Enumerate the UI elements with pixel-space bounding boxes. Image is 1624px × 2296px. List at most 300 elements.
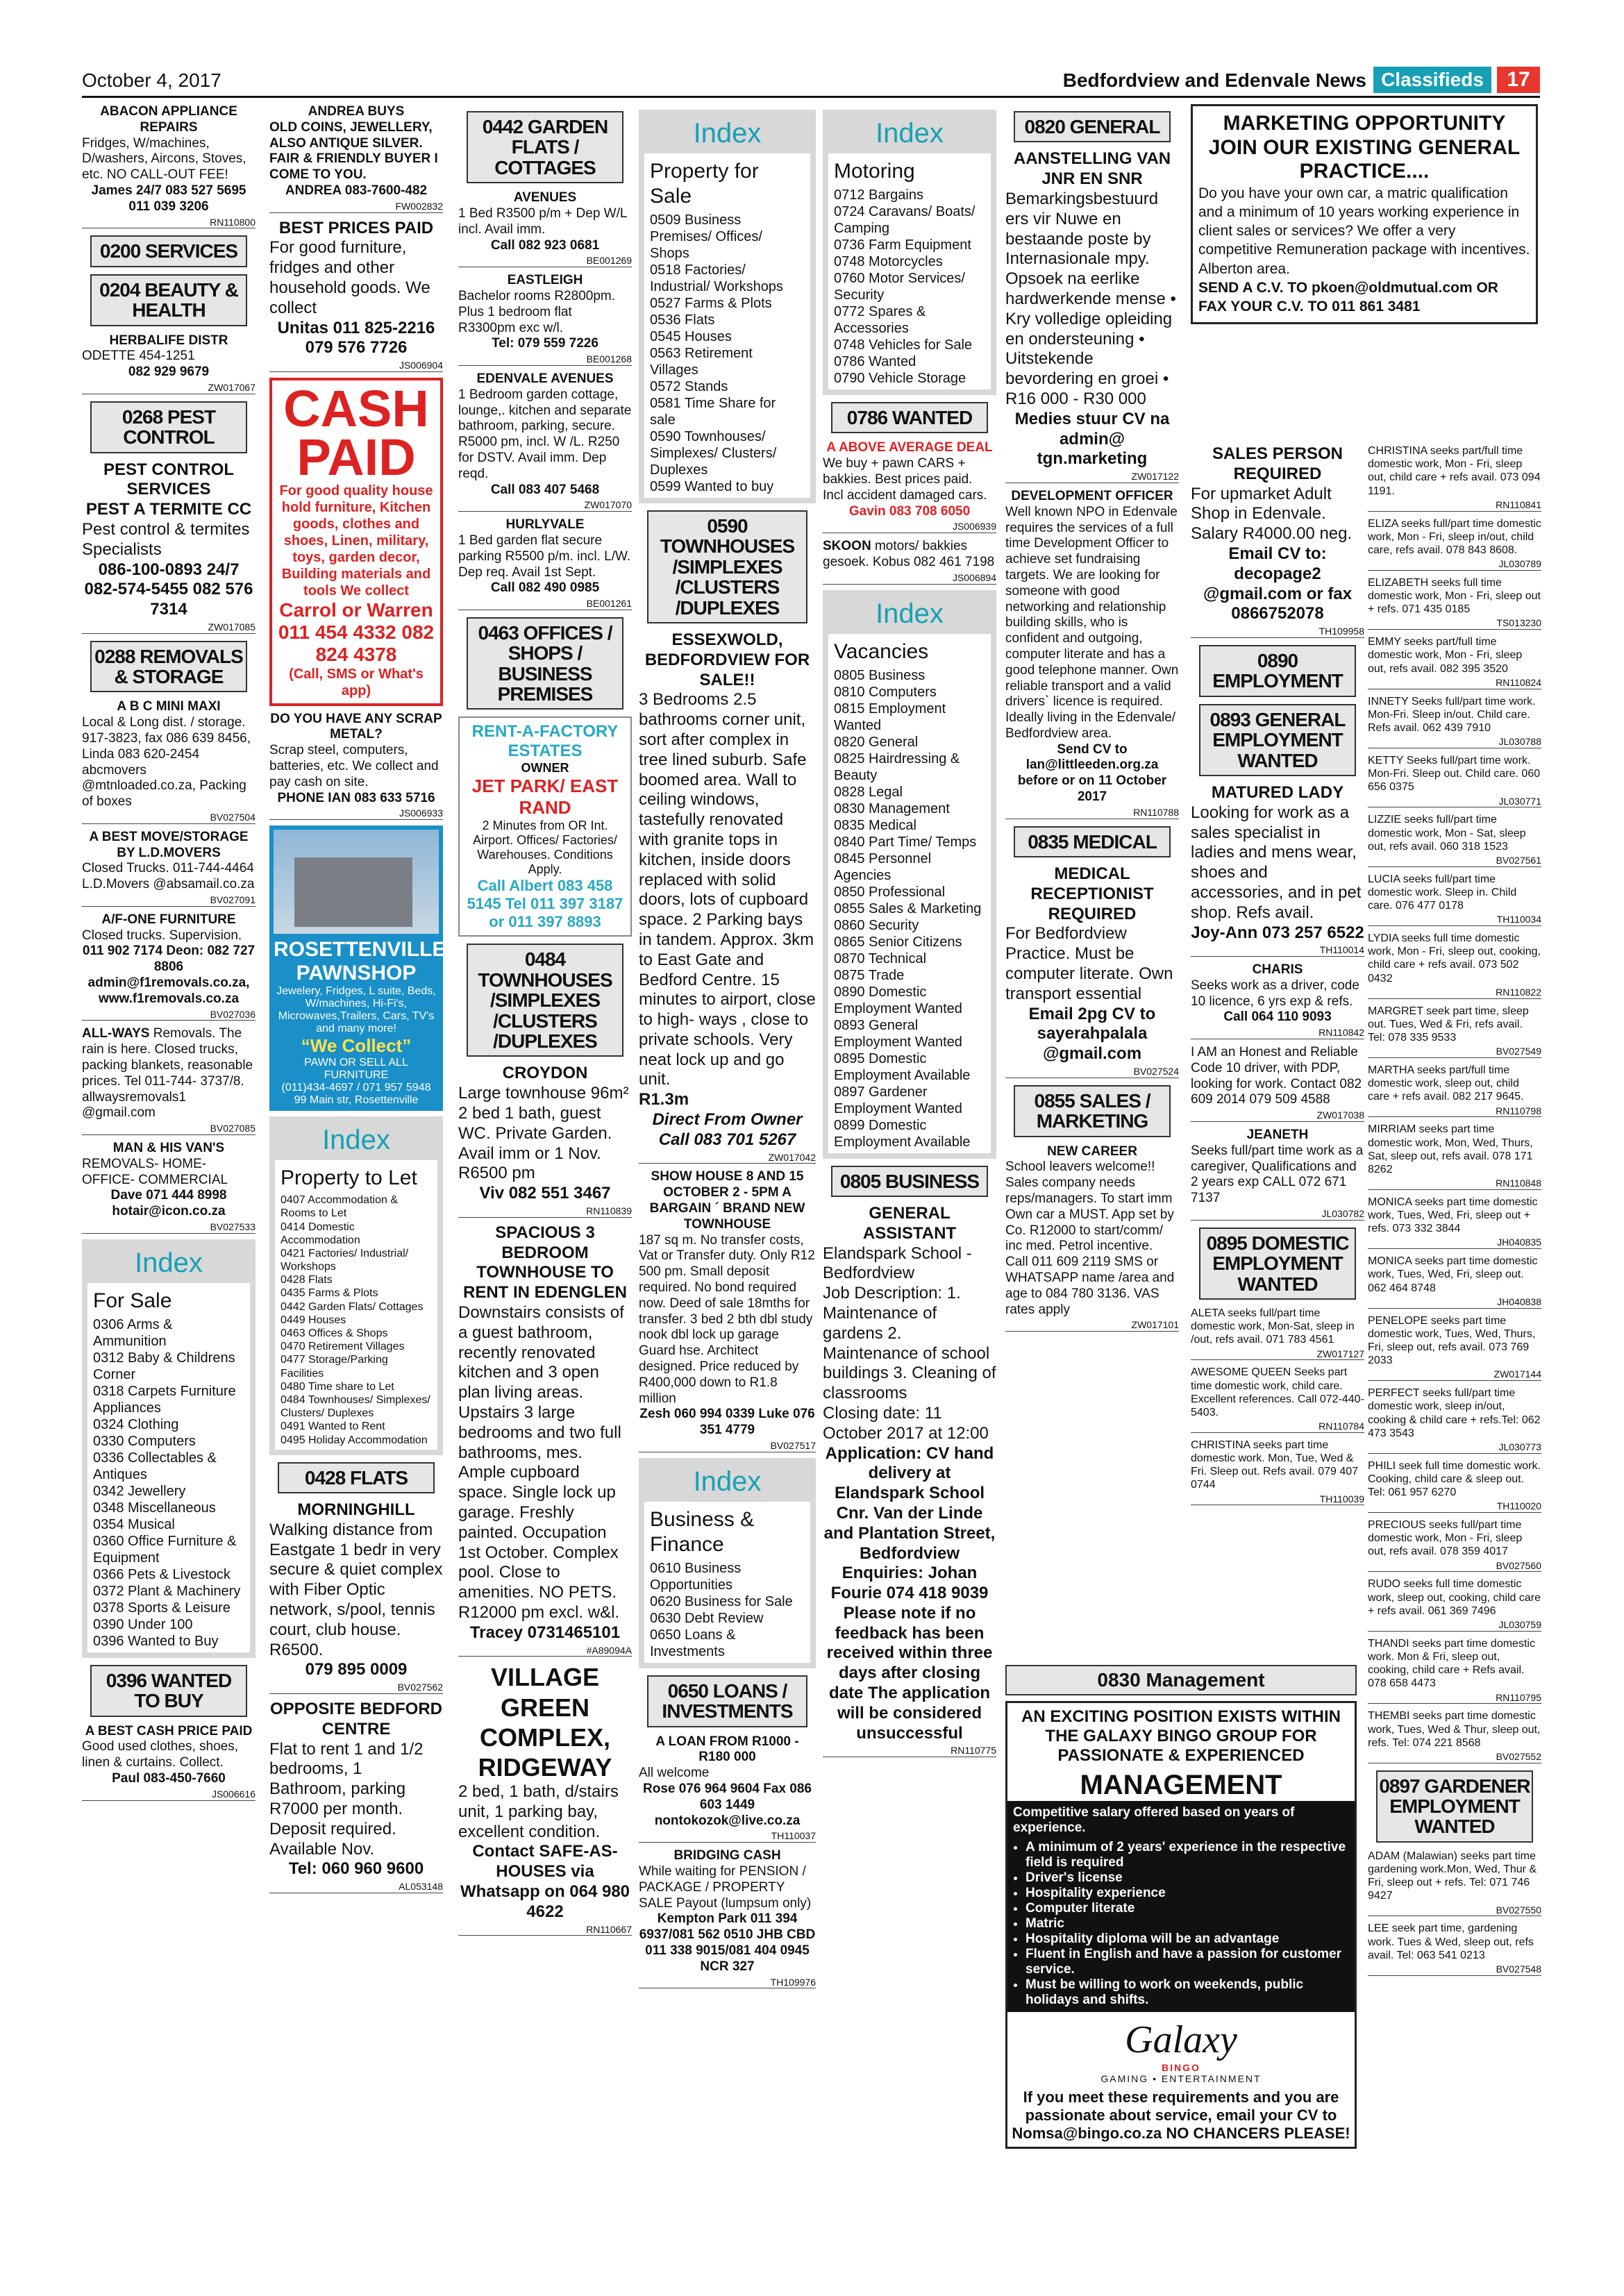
ad-marketing-opportunity [1191, 104, 1538, 324]
ad-body: 1 Bed R3500 p/m + Dep W/L incl. Avail imm. [458, 206, 627, 237]
ad-code: ZW017144 [1368, 1368, 1541, 1381]
list-item: 0480 Time share to Let [281, 1380, 394, 1393]
index-list [87, 1283, 250, 1652]
ad-contact: Gavin 083 708 6050 [848, 503, 971, 519]
ad-title: MATURED LADY [1211, 782, 1344, 802]
ad-code: JL030759 [1368, 1619, 1541, 1632]
index-section: Vacancies [834, 639, 929, 663]
index-items [93, 1316, 244, 1650]
ad-body: ODETTE 454-1251 [82, 349, 195, 364]
index-items [834, 667, 985, 1150]
category-0895: 0895 DOMESTIC EMPLOYMENT WANTED [1199, 1227, 1356, 1300]
column-7 [1191, 104, 1538, 324]
ad-collect: “We Collect” [301, 1035, 412, 1057]
category-0786: 0786 WANTED [831, 402, 988, 433]
ad-body: For good furniture, fridges and other household goods. We collect [269, 238, 430, 317]
ad-body: ADAM (Malawian) seeks part time gardening work.Mon, Wed, Thur & Fri, sleep out + refs. Tel: 071 746 9427 [1368, 1850, 1537, 1902]
index-heading: Index [876, 598, 944, 629]
ad-code: RN110784 [1191, 1421, 1364, 1433]
list-item: 0360 Office Furniture & Equipment [93, 1533, 237, 1566]
list-item: 0895 Domestic Employment Available [834, 1050, 971, 1083]
ad-body: MONICA seeks part time domestic work, Tues, Wed, Fri, sleep out. 062 464 8748 [1368, 1255, 1538, 1294]
ad-code: JL030771 [1368, 796, 1541, 808]
ad-contact: 011 902 7174 Deon: 082 727 8806 admin@f1removals.co.za, www.f1removals.co.za [82, 944, 256, 1006]
ad-code: JS006904 [269, 360, 443, 372]
header-rule [82, 96, 1540, 98]
list-item: 0336 Collectables & Antiques [93, 1450, 217, 1482]
index-list [644, 1502, 810, 1663]
ad-christina-2 [1191, 1439, 1364, 1506]
category-0268: 0268 PEST CONTROL [90, 401, 247, 453]
list-item: 0835 Medical [834, 817, 916, 833]
ad-code: RN110795 [1368, 1692, 1541, 1704]
ad-body: THEMBI seeks part time domestic work, Tues, Wed & Thur, sleep out, refs. Tel: 074 221 8568 [1368, 1710, 1541, 1749]
ad-body: Large townhouse 96m² 2 bed 1 bath, guest WC. Private Garden. Avail imm or 1 Nov. R6500 pm [458, 1084, 629, 1183]
ad-title: MORNINGHILL [297, 1500, 415, 1520]
ad-code: BE001261 [458, 598, 632, 610]
ad-contact: Rose 076 964 9604 Fax 086 603 1449 nontokozok@live.co.za [643, 1781, 812, 1828]
ad-contact: Joy-Ann 073 257 6522 [1191, 923, 1364, 942]
category-0890: 0890 EMPLOYMENT [1199, 645, 1356, 697]
list-item: 0390 Under 100 [93, 1616, 193, 1632]
category-0835: 0835 MEDICAL [1014, 826, 1171, 857]
ad-title: ROSETTENVILLE PAWNSHOP [274, 938, 446, 985]
ad-body: 3 Bedrooms 2.5 bathrooms corner unit, sort after complex in tree lined suburb. Safe boomed area. Wall to ceiling windows, tastefully renovated with granite tops in kitchen, inside doors replaced with solid doors, lots of cupboard space. 2 Parking bays in tandem. Approx. 3km to East Gate and Bedford Centre. 15 minutes to airport, close to high- ways , close to private schools. Very neat lock up and go unit. [639, 690, 816, 1089]
ad-contact: Paul 083-450-7660 [112, 1770, 226, 1786]
ad-title: ESSEXWOLD, BEDFORDVIEW FOR SALE!! [644, 630, 810, 689]
list-item: 0724 Caravans/ Boats/ Camping [834, 204, 976, 236]
list-item: 0855 Sales & Marketing [834, 900, 982, 916]
ad-galaxy-bingo [1005, 1701, 1357, 2149]
ad-contact: Viv 082 551 3467 [479, 1184, 611, 1203]
classified-ad [1368, 1255, 1541, 1308]
ad-afone [82, 912, 256, 1021]
ad-title: A/F-ONE FURNITURE [101, 912, 236, 927]
domestic-ads-list [1368, 444, 1541, 1763]
list-item: 0342 Jewellery [93, 1483, 186, 1499]
list-item: 0860 Security [834, 917, 919, 933]
ad-title: PEST CONTROL SERVICES [103, 460, 234, 499]
list-item: 0748 Vehicles for Sale [834, 337, 973, 353]
ad-loan [639, 1734, 816, 1843]
category-0428: 0428 FLATS [278, 1462, 435, 1493]
ad-matured-lady [1191, 783, 1364, 957]
gardener-ads-list [1368, 1850, 1541, 1976]
ad-sales-person [1191, 444, 1364, 638]
ad-code: BV027562 [269, 1682, 443, 1694]
index-heading: Index [876, 118, 944, 149]
list-item: 0330 Computers [93, 1433, 196, 1449]
ad-medical-receptionist [1005, 864, 1179, 1078]
ad-morninghill [269, 1500, 443, 1694]
ad-code: AL053148 [269, 1881, 443, 1893]
list-item: 0414 Domestic Accommodation [281, 1221, 360, 1246]
ad-body: EMMY seeks part/full time domestic work, Mon - Fri, sleep out, refs avail. 082 395 3520 [1368, 636, 1523, 675]
ad-edenvale-avenues [458, 371, 632, 512]
ad-title: A BEST MOVE/STORAGE BY L.D.MOVERS [89, 829, 249, 860]
ad-body: Seeks work as a driver, code 10 licence, 6 yrs exp & refs. [1191, 978, 1359, 1009]
ad-contact: 082 929 9679 [128, 364, 210, 380]
ad-body: ALETA seeks full/part time domestic work, Mon-Sat, sleep in /out, refs avail. 071 783 4561 [1191, 1307, 1355, 1346]
ad-code: ZW017042 [639, 1152, 816, 1164]
list-item: 0810 Computers [834, 684, 937, 700]
ad-code: RN110822 [1368, 987, 1541, 999]
classified-ad [1368, 1577, 1541, 1631]
category-0442: 0442 GARDEN FLATS / COTTAGES [467, 111, 623, 183]
list-item: • Computer literate [1026, 1901, 1349, 1916]
ad-cash-paid [269, 378, 443, 706]
list-item: 0477 Storage/Parking Facilities [281, 1354, 388, 1380]
ad-body: Elandspark School - Bedfordview [823, 1243, 972, 1283]
ad-title: RENT-A-FACTORY ESTATES [471, 722, 619, 761]
ad-code: BV027549 [1368, 1046, 1541, 1058]
index-section: Property to Let [281, 1166, 417, 1190]
ad-development-officer [1005, 489, 1179, 819]
ad-body: Looking for work as a sales specialist in ladies and mens wear, shoes and accessories, and in pet shop. Refs avail. [1191, 803, 1362, 922]
ad-show-house [639, 1169, 816, 1452]
classified-ad [1368, 1709, 1541, 1763]
index-list [828, 153, 991, 389]
ad-contact: Medies stuur CV na admin@ tgn.marketing [1014, 409, 1170, 469]
ad-body: PERFECT seeks full/part time domestic work, sleep in/out, cooking & child care + refs.Tel: 062 473 3543 [1368, 1387, 1541, 1439]
ad-title: AN EXCITING POSITION EXISTS WITHIN THE GALAXY BINGO GROUP FOR PASSIONATE & EXPERIENCED [1021, 1707, 1341, 1765]
list-item: • Hospitality diploma will be an advantage [1026, 1932, 1349, 1947]
ad-contact: Tel: 060 960 9600 [288, 1859, 424, 1879]
list-item: • Matric [1026, 1916, 1349, 1932]
list-item: 0599 Wanted to buy [650, 479, 774, 494]
ad-body: PENELOPE seeks part time domestic work, Tues, Wed, Thurs, Fri, sleep out, refs avail. 073 769 2033 [1368, 1314, 1536, 1367]
ad-body: Downstairs consists of a guest bathroom, recently renovated kitchen and 3 open plan living areas. Upstairs 3 large bedrooms and two full bathrooms, mes. Ample cupboard space. Single lock up garage. Freshly painted. Occupation 1st October. Complex pool. Close to amenities. NO PETS. R12000 pm excl. w&l. [458, 1302, 624, 1622]
classified-ad [1368, 1064, 1541, 1117]
classified-ad [1368, 813, 1541, 866]
ad-code: ZW017122 [1005, 471, 1179, 483]
index-heading: Index [135, 1247, 203, 1278]
list-item: 0630 Debt Review [650, 1610, 764, 1626]
ad-title: MAN & HIS VAN'S [112, 1140, 225, 1155]
index-heading: Index [693, 1466, 762, 1497]
ad-body: LIZZIE seeks full/part time domestic work, Mon - Sat, sleep out, refs avail. 060 318 1523 [1368, 814, 1526, 853]
list-item: 0378 Sports & Leisure [93, 1600, 231, 1616]
classified-ad [1368, 1922, 1541, 1975]
ad-note: Please note if no feedback has been received within three days after closing date The application will be considered unsuccessful [826, 1603, 993, 1743]
list-item: 0865 Senior Citizens [834, 934, 962, 950]
classified-ad [1368, 1005, 1541, 1058]
ad-code: RN110839 [458, 1205, 632, 1218]
ad-code: RN110841 [1368, 499, 1541, 512]
list-item: 0760 Motor Services/ Security [834, 271, 965, 303]
index-property-for-sale [639, 110, 816, 503]
ad-body: AWESOME QUEEN Seeks part time domestic work, child care. Excellent references. Call 072-440- 5403. [1191, 1366, 1364, 1418]
logo-subtext: BINGO [1162, 2062, 1200, 2073]
ad-intro: Competitive salary offered based on years of experience. [1007, 1801, 1355, 1836]
ad-title: MARKETING OPPORTUNITY JOIN OUR EXISTING GENERAL PRACTICE.... [1208, 112, 1521, 183]
ad-code: RN110667 [458, 1924, 632, 1936]
list-item: 0790 Vehicle Storage [834, 371, 966, 386]
ad-bedford [269, 1700, 443, 1893]
ad-code: JH040838 [1368, 1296, 1541, 1309]
ad-title: ALL-WAYS [82, 1026, 150, 1041]
ad-code: RN110800 [82, 217, 256, 229]
list-item: 0312 Baby & Childrens Corner [93, 1350, 235, 1382]
ad-code: ZW017067 [82, 382, 256, 394]
ad-body: MARTHA seeks part/full time domestic work, sleep out, child care + refs avail. 082 217 9645. [1368, 1064, 1524, 1103]
ad-body: LYDIA seeks full time domestic work, Mon - Fri, sleep out, cooking, child care + refs avail. 073 502 0432 [1368, 932, 1541, 984]
category-0893: 0893 GENERAL EMPLOYMENT WANTED [1199, 704, 1356, 776]
ad-code: JL030782 [1191, 1208, 1364, 1221]
list-item: 0897 Gardener Employment Wanted [834, 1084, 962, 1116]
ad-title: SPACIOUS 3 BEDROOM TOWNHOUSE TO RENT IN EDENGLEN [462, 1223, 627, 1302]
ad-code: ZW017038 [1191, 1109, 1364, 1122]
ad-body: Fridges, W/machines, D/washers, Aircons, Stoves, etc. NO CALL-OUT FEE! [82, 135, 246, 183]
list-item: 0845 Personnel Agencies [834, 850, 932, 883]
ad-body: We buy + pawn CARS + bakkies. Best prices paid. Incl accident damaged cars. [823, 456, 987, 503]
ad-code: RN110842 [1191, 1027, 1364, 1039]
list-item: 0840 Part Time/ Temps [834, 834, 977, 850]
ad-body: For good quality house hold furniture, Kitchen goods, clothes and shoes, Linen, military, toys, garden decor, Building materials and tools We collect [279, 483, 433, 598]
ad-body: Bemarkingsbestuurd ers vir Nuwe en bestaande poste by Internasionale mpy. Opsoek na eerlike hardwerkende mense • Kry volledige opleiding en ondersteuning • Uitstekende bevordering en groei • R16 000 - R30 000 [1005, 189, 1176, 408]
ad-body: Seeks full/part time work as a caregiver, Qualifications and 2 years exp CALL 072 671 7137 [1191, 1143, 1364, 1206]
ad-code: TH110014 [1191, 944, 1364, 957]
ad-code: TS013230 [1368, 617, 1541, 630]
ad-contact: Unitas 011 825-2216 079 576 7726 [277, 318, 435, 358]
ad-code: JL030789 [1368, 558, 1541, 571]
ad-title: GENERAL ASSISTANT [862, 1203, 957, 1243]
ad-code: JS006894 [823, 572, 996, 585]
logo-text: Galaxy [1125, 2018, 1237, 2061]
ad-code: BV027561 [1368, 855, 1541, 867]
management-block [1005, 1665, 1357, 2149]
classified-ad [1368, 1386, 1541, 1454]
ad-code: ZW017085 [82, 621, 256, 634]
ad-code: ZW017070 [458, 499, 632, 512]
ad-code: ZW017101 [1005, 1319, 1179, 1332]
classified-ad [1368, 576, 1541, 630]
logo-tagline: GAMING • ENTERTAINMENT [1100, 2073, 1262, 2084]
ad-code: BV027548 [1368, 1963, 1541, 1976]
ad-title: EASTLEIGH [507, 273, 583, 288]
list-item: 0815 Employment Wanted [834, 701, 946, 733]
ad-title: SALES PERSON REQUIRED [1212, 444, 1343, 483]
ad-new-career [1005, 1144, 1179, 1332]
index-section: Business & Finance [650, 1507, 755, 1556]
ad-body: 187 sq m. No transfer costs, Vat or Transfer duty. Only R12 500 pm. Small deposit required. No bond required now. Deed of sale 18mths for transfer. 3 bed 2 bth dbl study nook dbl lock up garage Guard hse. Architect designed. Price reduced by R400,000 down to R1.8 million [639, 1232, 815, 1406]
ad-title: DEVELOPMENT OFFICER [1011, 488, 1173, 503]
ad-contact: Tracey 0731465101 [469, 1623, 621, 1642]
ad-spacious [458, 1223, 632, 1657]
index-section: For Sale [93, 1289, 172, 1312]
list-item: 0449 Houses [281, 1314, 346, 1326]
category-0200: 0200 SERVICES [90, 235, 247, 267]
ad-title: VILLAGE GREEN COMPLEX, RIDGEWAY [478, 1663, 612, 1782]
list-item: 0590 Townhouses/ Simplexes/ Clusters/ Duplexes [650, 429, 777, 478]
ad-code: BV027560 [1368, 1560, 1541, 1573]
ad-code: TH109976 [639, 1977, 816, 1989]
list-item: 0484 Townhouses/ Simplexes/ Clusters/ Duplexes [281, 1393, 430, 1420]
ad-contact: SEND A C.V. TO pkoen@oldmutual.com OR FAX YOUR C.V. TO 011 861 3481 [1198, 279, 1498, 315]
ad-title: SKOON [823, 539, 871, 554]
ad-title: BEST PRICES PAID [278, 218, 434, 237]
index-for-sale [82, 1239, 256, 1658]
index-business-finance [639, 1458, 816, 1668]
ad-title: OPPOSITE BEDFORD CENTRE [269, 1700, 443, 1738]
list-item: 0736 Farm Equipment [834, 237, 971, 253]
ad-body: ELIZABETH seeks full time domestic work, Mon - Fri, sleep out + refs. 071 435 0185 [1368, 576, 1541, 616]
list-item: 0354 Musical [93, 1516, 175, 1532]
index-list [828, 634, 991, 1153]
ad-code: TH110037 [639, 1830, 816, 1843]
ad-code: ZW017127 [1191, 1348, 1364, 1361]
ad-body: I AM an Honest and Reliable Code 10 driver, with PDP, looking for work. Contact 082 609 2014 079 509 4588 [1191, 1045, 1362, 1107]
list-item: • A minimum of 2 years' experience in the respective field is required [1026, 1840, 1349, 1870]
list-item: 0581 Time Share for sale [650, 396, 776, 428]
list-item: 0470 Retirement Villages [281, 1341, 405, 1353]
ad-title: AVENUES [513, 190, 577, 206]
list-item: 0366 Pets & Livestock [93, 1566, 231, 1582]
ad-body: For upmarket Adult Shop in Edenvale. Salary R4000.00 neg. [1191, 484, 1353, 544]
classified-ad [1368, 444, 1541, 512]
list-item: 0890 Domestic Employment Wanted [834, 984, 962, 1016]
index-section: Motoring [834, 160, 915, 183]
classified-ad [1368, 932, 1541, 999]
ad-body: MARGRET seek part time, sleep out. Tues, Wed & Fri, refs avail. Tel: 078 335 9533 [1368, 1005, 1529, 1044]
list-item: 0318 Carpets Furniture Appliances [93, 1383, 236, 1416]
ad-body: OLD COINS, JEWELLERY, ALSO ANTIQUE SILVER. FAIR & FRIENDLY BUYER I COME TO YOU. [269, 119, 438, 183]
ad-contact: Send CV to lan@littleeden.org.za before or on 11 October 2017 [1017, 741, 1167, 805]
ad-title: CROYDON [502, 1064, 588, 1083]
list-item: 0893 General Employment Wanted [834, 1017, 962, 1050]
column-1 [82, 104, 256, 1807]
list-item: 0421 Factories/ Industrial/ Workshops [281, 1247, 409, 1273]
ad-body: CHRISTINA seeks part time domestic work. Mon, Tue, Wed & Fri. Sleep out. Refs avail. 079 407 0744 [1191, 1439, 1359, 1491]
list-item: 0572 Stands [650, 379, 728, 394]
ad-body: Bachelor rooms R2800pm. Plus 1 bedroom flat R3300pm exc w/l. [458, 288, 615, 335]
ad-code: BV027504 [82, 812, 256, 824]
category-0204: 0204 BEAUTY & HEALTH [90, 274, 247, 326]
ad-location: JET PARK/ EAST RAND [471, 776, 619, 819]
list-item: 0830 Management [834, 801, 950, 816]
ad-best-prices [269, 219, 443, 372]
classified-ad [1368, 1123, 1541, 1190]
ad-body: LUCIA seeks full/part time domestic work. Sleep in. Child care. 076 477 0178 [1368, 873, 1517, 912]
ad-body: INNETY Seeks full/part time work. Mon-Fri. Sleep in/out. Child care. Refs avail. 062 439 7910 [1368, 695, 1536, 734]
ad-code: TH110020 [1368, 1500, 1541, 1513]
list-item: 0545 Houses [650, 329, 732, 344]
ad-title: MEDICAL RECEPTIONIST REQUIRED [1030, 864, 1154, 923]
ad-contact: Dave 071 444 8998 hotair@icon.co.za [110, 1188, 227, 1219]
ad-code: BV027533 [82, 1221, 256, 1234]
ad-code: BV027552 [1368, 1751, 1541, 1763]
ad-body: Closed Trucks. 011-744-4464 L.D.Movers @absamail.co.za [82, 861, 255, 892]
ad-code: RN110775 [823, 1745, 996, 1757]
list-item: 0428 Flats [281, 1274, 333, 1287]
list-item: 0463 Offices & Shops [281, 1327, 388, 1339]
list-item: 0828 Legal [834, 784, 903, 800]
list-item: 0536 Flats [650, 312, 715, 328]
ad-contact: Kempton Park 011 394 6937/081 562 0510 JHB CBD 011 338 9015/081 404 0945 NCR 327 [639, 1911, 816, 1974]
ad-code: JH040835 [1368, 1237, 1541, 1249]
ad-bridging-cash [639, 1848, 816, 1988]
ad-hurlyvale [458, 517, 632, 610]
ad-note: (Call, SMS or What's app) [289, 666, 424, 698]
category-0590: 0590 TOWNHOUSES /SIMPLEXES /CLUSTERS /DUPLEXES [647, 510, 807, 623]
list-item: 0563 Retirement Villages [650, 346, 753, 378]
list-item: 0850 Professional [834, 884, 946, 900]
ad-code: BE001269 [458, 255, 632, 267]
ad-contact: Call 082 923 0681 [490, 237, 600, 253]
list-item: 0610 Business Opportunities [650, 1560, 742, 1593]
ad-body: Pest control & termites Specialists [82, 519, 250, 559]
ad-avenues [458, 190, 632, 267]
ad-headline: MANAGEMENT [1080, 1770, 1282, 1800]
ad-code: FW002832 [269, 201, 443, 213]
ad-code: JS006933 [269, 807, 443, 820]
list-item: 0825 Hairdressing & Beauty [834, 751, 960, 783]
ad-code: JL030788 [1368, 736, 1541, 748]
index-items [281, 1193, 432, 1447]
ad-charis [1191, 962, 1364, 1039]
ad-abacon [82, 104, 256, 228]
ad-body: MONICA seeks part time domestic work, Tues, Wed, Fri, sleep out + refs. 073 332 3844 [1368, 1196, 1538, 1235]
ad-body: Jewelery, Fridges, L suite, Beds, W/machines, Hi-Fi's, Microwaves,Trailers, Cars, TV's and many more! [276, 985, 436, 1035]
index-heading: Index [322, 1125, 390, 1156]
ad-contact: (011)434-4697 / 071 957 5948 [281, 1082, 431, 1094]
classified-ad [1368, 1459, 1541, 1513]
category-0650: 0650 LOANS / INVESTMENTS [647, 1675, 807, 1727]
ad-application: Application: CV hand delivery at Elandspark School Cnr. Van der Linde and Plantation Street, Bedfordview Enquiries: Johan Fourie 074 418 9039 [823, 1443, 996, 1603]
ad-job-description: Job Description: 1. Maintenance of gardens 2. Maintenance of school buildings 3. Cleaning of classrooms [823, 1284, 996, 1403]
ad-title: A ABOVE AVERAGE DEAL [826, 440, 993, 455]
issue-date: October 4, 2017 [82, 69, 221, 91]
classified-ad [1368, 517, 1541, 571]
ad-allways [82, 1026, 256, 1135]
list-item: 0712 Bargains [834, 187, 923, 203]
category-0897: 0897 GARDENER EMPLOYMENT WANTED [1376, 1770, 1533, 1843]
index-property-to-let [269, 1116, 443, 1455]
ad-closing-date: Closing date: 11 October 2017 at 12:00 [823, 1403, 989, 1443]
ad-contact: PHONE IAN 083 633 5716 [277, 790, 435, 805]
ad-body: Do you have your own car, a matric qualification and a minimum of 10 years working experience in client sales or services? We offer a very competitive Remuneration package with incentives. Alberton area. [1198, 185, 1530, 277]
ad-body: 2 Minutes from OR Int. Airport. Offices/ Factories/ Warehouses. Conditions Apply. [473, 819, 617, 877]
classified-ad [1368, 695, 1541, 748]
list-item: 0396 Wanted to Buy [93, 1633, 219, 1649]
list-item: 0435 Farms & Plots [281, 1287, 378, 1300]
ad-body: THANDI seeks part time domestic work. Mon & Fri, sleep out, cooking, child care + Refs avail. 078 658 4473 [1368, 1637, 1535, 1690]
ad-body: Scrap steel, computers, batteries, etc. We collect and pay cash on site. [269, 743, 439, 789]
ad-rent-a-factory [458, 717, 632, 937]
ad-body: ELIZA seeks full/part time domestic work, Mon - Fri, sleep in/out, child care, refs avail. 078 843 8608. [1368, 517, 1541, 556]
ad-i-am [1191, 1045, 1364, 1122]
list-item: 0870 Technical [834, 950, 927, 966]
ad-title: HERBALIFE DISTR [109, 333, 228, 348]
ad-body: Local & Long dist. / storage. 917-3823, fax 086 639 8456, Linda 083 620-2454 abcmovers @mtnloaded.co.za, Packing of boxes [82, 715, 251, 810]
ad-contact: Zesh 060 994 0339 Luke 076 351 4779 [639, 1407, 815, 1438]
category-0484: 0484 TOWNHOUSES /SIMPLEXES /CLUSTERS /DUPLEXES [467, 944, 623, 1057]
ad-body: 1 Bedroom garden cottage, lounge,. kitchen and separate bathroom, parking, secure. R5000 pm, incl. W /L. R250 for DSTV. Avail imm. Dep reqd. [458, 387, 632, 481]
list-item: 0442 Garden Flats/ Cottages [281, 1300, 424, 1313]
ad-body: LEE seek part time, gardening work. Tues & Wed, sleep out, refs avail. Tel: 063 541 0213 [1368, 1922, 1534, 1961]
ad-man-van [82, 1141, 256, 1234]
ad-body: Removals. The rain is here. Closed trucks, packing blankets, reasonable prices. Tel 011-744- 3737/8. allwaysremovals1 @gmail.com [82, 1026, 253, 1121]
list-item: 0495 Holiday Accommodation [281, 1434, 428, 1446]
column-4 [639, 104, 816, 1994]
ad-aanstelling [1005, 149, 1179, 483]
ad-body: PRECIOUS seeks full/part time domestic work, Mon - Fri, sleep out, refs avail. 078 359 4017 [1368, 1519, 1523, 1558]
ad-contact: 086-100-0893 24/7 082-574-5455 082 576 7314 [84, 560, 253, 619]
list-item: 0786 Wanted [834, 354, 916, 369]
list-item: 0527 Farms & Plots [650, 296, 772, 311]
ad-footer: If you meet these requirements and you are passionate about service, email your CV to Nomsa@bingo.co.za NO CHANCERS PLEASE! [1012, 2088, 1350, 2142]
ad-pest [82, 460, 256, 634]
